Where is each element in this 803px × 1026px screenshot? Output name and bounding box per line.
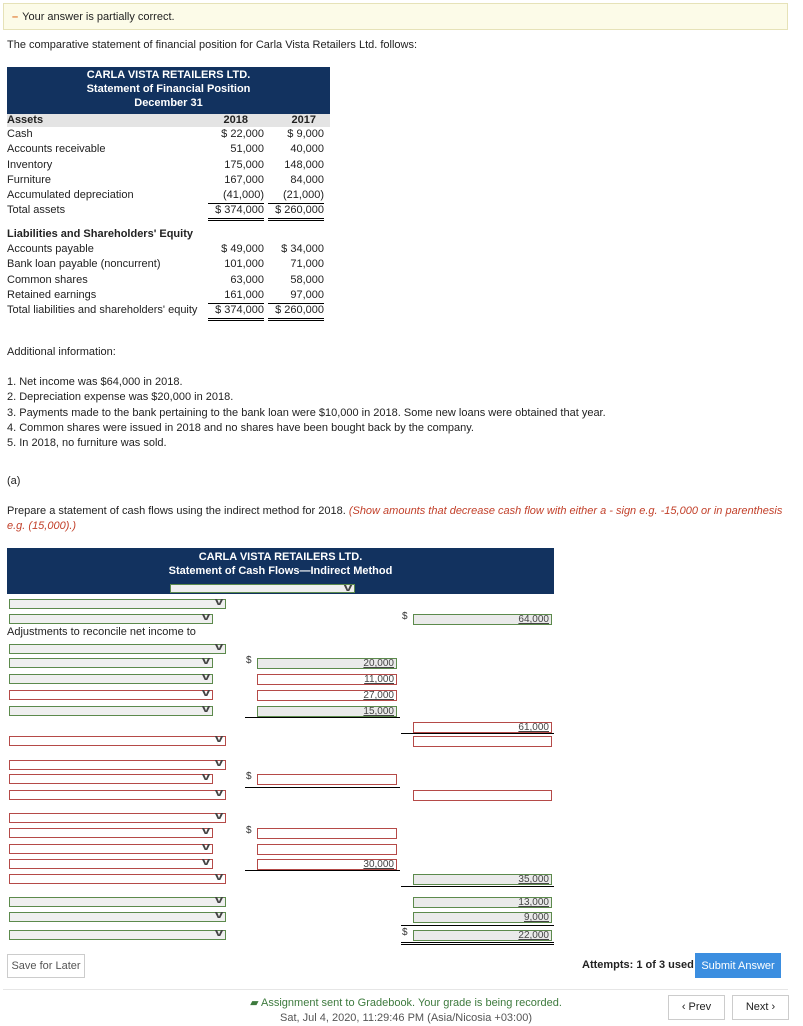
amount-input[interactable]: 11,000 <box>257 674 397 685</box>
chevron-down-icon: v <box>214 641 224 653</box>
table-row <box>7 188 330 203</box>
chevron-down-icon: v <box>201 671 211 683</box>
underline <box>401 942 554 943</box>
value-2017: $ 260,000 <box>268 203 324 221</box>
value-2018: 161,000 <box>208 288 264 304</box>
line-item-select[interactable] <box>9 771 213 784</box>
amount-input[interactable]: 61,000 <box>413 722 552 733</box>
timestamp: Sat, Jul 4, 2020, 11:29:46 PM (Asia/Nicosia +03:00) <box>279 1012 533 1024</box>
underline <box>245 717 400 718</box>
additional-info-list <box>7 375 606 451</box>
amount-input[interactable]: 64,000 <box>413 614 552 625</box>
amount-input[interactable]: 13,000 <box>413 897 552 908</box>
chevron-down-icon: v <box>214 894 224 906</box>
line-item-select[interactable] <box>9 757 226 770</box>
chevron-down-icon: v <box>201 771 211 783</box>
underline <box>401 733 554 734</box>
currency-symbol: $ <box>246 771 252 782</box>
intro-text: The comparative statement of financial position for Carla Vista Retailers Ltd. follows: <box>7 39 418 51</box>
table-row <box>7 303 330 318</box>
currency-symbol: $ <box>246 825 252 836</box>
next-button[interactable]: Next › <box>732 995 789 1020</box>
line-item-select[interactable] <box>9 825 213 838</box>
statement-title: Statement of Financial Position <box>86 83 251 95</box>
chevron-down-icon: v <box>214 733 224 745</box>
value-2018: 175,000 <box>224 158 264 171</box>
value-2018: 167,000 <box>224 173 264 186</box>
line-item-select[interactable] <box>9 810 226 823</box>
chevron-down-icon: v <box>214 909 224 921</box>
row-label: Total liabilities and shareholders' equity <box>7 304 198 317</box>
value-2017: 148,000 <box>284 158 324 171</box>
value-2018: 63,000 <box>230 273 264 286</box>
row-label: Accumulated depreciation <box>7 189 134 202</box>
value-2018: $ 49,000 <box>221 243 264 256</box>
row-label: Total assets <box>7 204 66 217</box>
underline <box>401 886 554 887</box>
row-label: Bank loan payable (noncurrent) <box>7 258 161 271</box>
line-item-select[interactable] <box>9 787 226 800</box>
liabilities-heading: Liabilities and Shareholders' Equity <box>7 227 193 240</box>
row-label: Retained earnings <box>7 288 97 301</box>
value-2017: 97,000 <box>268 288 324 304</box>
table-row <box>7 242 330 257</box>
chevron-down-icon: v <box>214 787 224 799</box>
amount-input[interactable] <box>413 736 552 747</box>
info-item: 4. Common shares were issued in 2018 and no shares have been bought back by the company. <box>7 421 474 434</box>
attempts-text: Attempts: 1 of 3 used <box>582 959 694 971</box>
gradebook-status <box>200 996 612 1026</box>
value-2018: (41,000) <box>208 188 264 204</box>
info-item: 5. In 2018, no furniture was sold. <box>7 437 167 450</box>
line-item-select[interactable] <box>9 733 226 746</box>
currency-symbol: $ <box>246 655 252 666</box>
line-item-select[interactable] <box>9 841 213 854</box>
submit-answer-button[interactable]: Submit Answer <box>695 953 781 978</box>
line-item-select[interactable] <box>9 927 226 940</box>
line-item-select[interactable] <box>9 641 226 654</box>
underline <box>401 944 554 945</box>
value-2018: $ 374,000 <box>208 203 264 221</box>
amount-input[interactable]: 9,000 <box>413 912 552 923</box>
prev-button[interactable]: ‹ Prev <box>668 995 725 1020</box>
value-2018: $ 22,000 <box>221 128 264 140</box>
amount-input[interactable]: 22,000 <box>413 930 552 941</box>
value-2017: 58,000 <box>290 273 324 286</box>
line-item-select[interactable] <box>9 611 213 624</box>
line-item-select[interactable] <box>9 596 226 609</box>
chevron-down-icon: v <box>214 596 224 608</box>
value-2017: 84,000 <box>290 173 324 186</box>
amount-input[interactable]: 35,000 <box>413 874 552 885</box>
row-label: Cash <box>7 128 33 140</box>
line-item-select[interactable] <box>9 687 213 700</box>
value-2017: $ 9,000 <box>287 128 324 140</box>
column-header-row <box>7 114 330 127</box>
status-text: Assignment sent to Gradebook. Your grade is being recorded. <box>261 997 562 1009</box>
col-2018: 2018 <box>223 114 248 126</box>
feedback-banner <box>3 3 788 30</box>
chevron-down-icon: v <box>201 703 211 715</box>
chevron-down-icon: v <box>201 825 211 837</box>
table-row <box>7 257 330 272</box>
table-row <box>7 142 330 157</box>
chevron-down-icon: v <box>201 687 211 699</box>
feedback-text: Your answer is partially correct. <box>22 11 175 23</box>
chevron-down-icon: v <box>214 757 224 769</box>
value-2017: $ 34,000 <box>281 243 324 256</box>
row-label: Accounts receivable <box>7 143 106 156</box>
line-item-select[interactable] <box>9 909 226 922</box>
save-for-later-button[interactable]: Save for Later <box>7 954 85 978</box>
amount-input[interactable]: 20,000 <box>257 658 397 669</box>
assets-heading: Assets <box>7 114 44 126</box>
additional-info-heading: Additional information: <box>7 346 116 358</box>
value-2018: 101,000 <box>224 258 264 271</box>
instruction-hint: (Show amounts that decrease cash flow with either a - sign e.g. -15,000 or in parenthesis e.g. (15,000).) <box>7 505 783 532</box>
line-item-select[interactable] <box>9 871 226 884</box>
value-2017: $ 260,000 <box>268 303 324 321</box>
info-item: 1. Net income was $64,000 in 2018. <box>7 376 183 388</box>
value-2017: (21,000) <box>268 188 324 204</box>
value-2018: 51,000 <box>230 143 264 156</box>
currency-symbol: $ <box>402 611 408 622</box>
divider <box>3 989 788 990</box>
balance-sheet-header <box>7 67 330 114</box>
instruction <box>7 504 787 534</box>
value-2017: 71,000 <box>290 258 324 271</box>
row-label: Furniture <box>7 173 52 186</box>
col-2017: 2017 <box>291 114 316 126</box>
balance-sheet-table <box>7 67 330 319</box>
amount-input[interactable] <box>257 774 397 785</box>
amount-input[interactable] <box>257 828 397 839</box>
underline <box>245 787 400 788</box>
line-item-select[interactable] <box>9 655 213 668</box>
row-label: Accounts payable <box>7 243 94 256</box>
currency-symbol: $ <box>402 927 408 938</box>
company-name: CARLA VISTA RETAILERS LTD. <box>86 69 251 81</box>
amount-input[interactable]: 30,000 <box>257 859 397 870</box>
amount-input[interactable] <box>257 844 397 855</box>
value-2017: 40,000 <box>290 143 324 156</box>
table-row <box>7 173 330 188</box>
row-label: Common shares <box>7 273 88 286</box>
table-row <box>7 288 330 303</box>
chevron-down-icon: v <box>214 810 224 822</box>
part-label: (a) <box>7 475 21 487</box>
period-select[interactable]: v <box>170 584 355 593</box>
amount-input[interactable] <box>413 790 552 801</box>
table-row <box>7 127 330 142</box>
minus-icon: – <box>12 11 19 23</box>
company-name: CARLA VISTA RETAILERS LTD. <box>198 551 363 563</box>
book-icon: ▰ <box>250 997 259 1009</box>
underline <box>245 870 400 871</box>
instruction-text: Prepare a statement of cash flows using the indirect method for 2018. <box>7 505 346 517</box>
cash-flow-header <box>7 548 554 594</box>
table-row <box>7 273 330 288</box>
adjustments-label: Adjustments to reconcile net income to <box>7 626 196 638</box>
amount-input[interactable]: 27,000 <box>257 690 397 701</box>
amount-input[interactable]: 15,000 <box>257 706 397 717</box>
chevron-down-icon: v <box>201 841 211 853</box>
table-row <box>7 203 330 218</box>
row-label: Inventory <box>7 158 53 171</box>
value-2018: $ 374,000 <box>208 303 264 321</box>
chevron-down-icon: v <box>201 856 211 868</box>
line-item-select[interactable] <box>9 856 213 869</box>
cash-flow-title: Statement of Cash Flows—Indirect Method <box>168 565 393 577</box>
underline <box>401 925 554 926</box>
chevron-down-icon: v <box>214 871 224 883</box>
info-item: 3. Payments made to the bank pertaining to the bank loan were $10,000 in 2018. Some new loans were obtained that year. <box>7 406 606 419</box>
line-item-select[interactable] <box>9 671 213 684</box>
chevron-down-icon: v <box>201 611 211 623</box>
line-item-select[interactable] <box>9 703 213 716</box>
statement-date: December 31 <box>134 97 203 109</box>
info-item: 2. Depreciation expense was $20,000 in 2018. <box>7 391 234 404</box>
chevron-down-icon: v <box>201 655 211 667</box>
line-item-select[interactable] <box>9 894 226 907</box>
chevron-down-icon: v <box>214 927 224 939</box>
table-row <box>7 158 330 173</box>
